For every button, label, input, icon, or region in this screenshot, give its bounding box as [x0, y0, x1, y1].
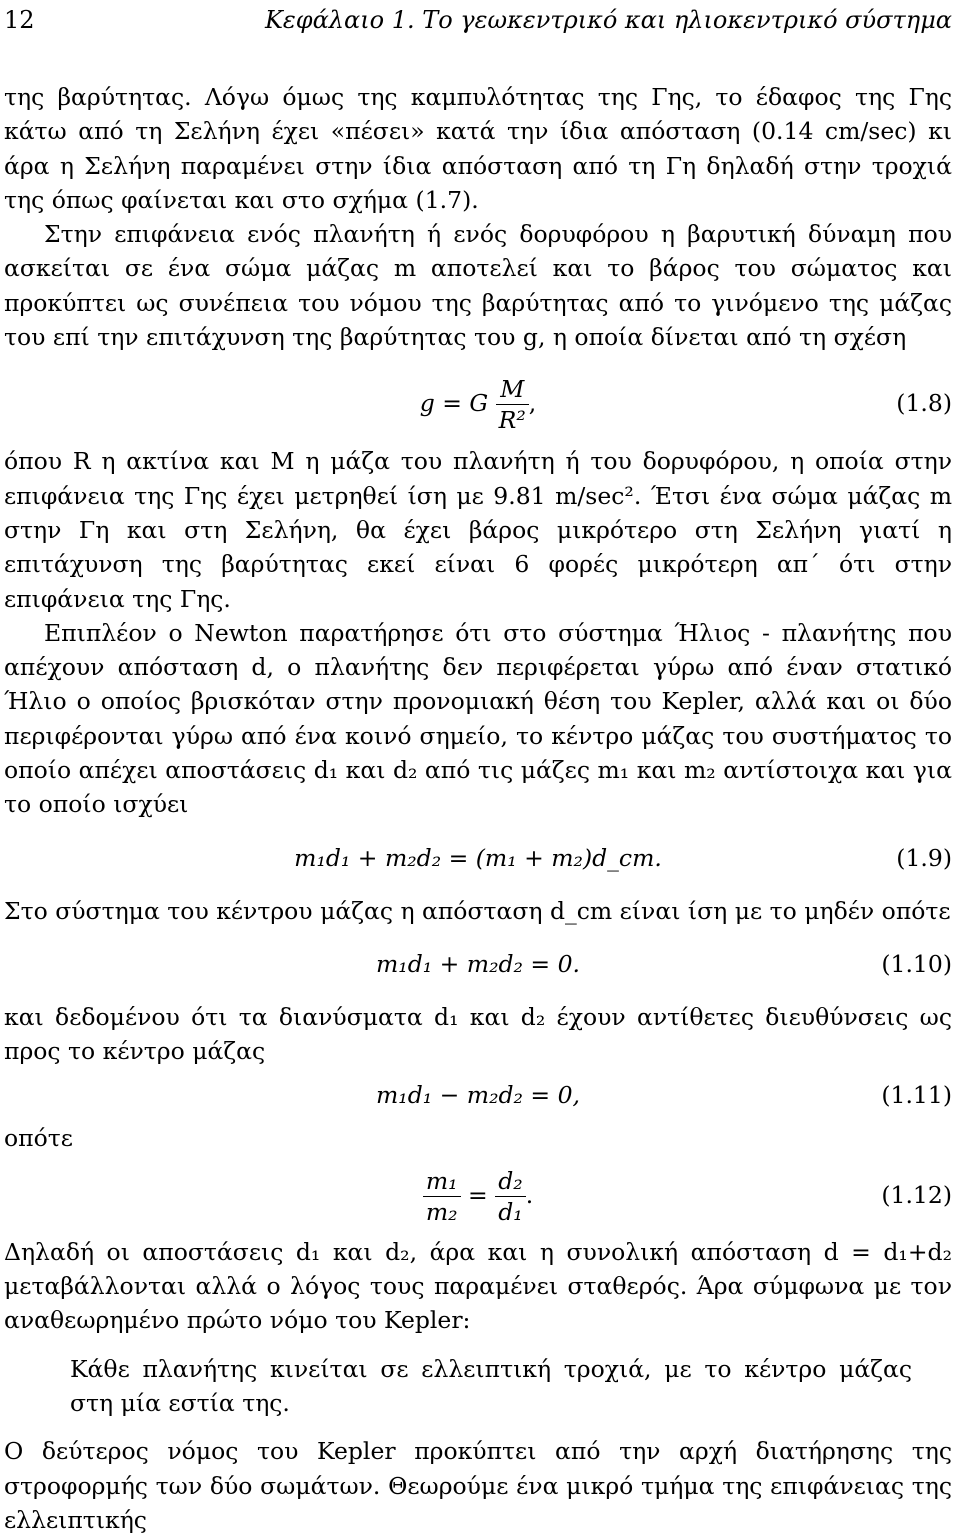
equation-number: (1.9) [896, 843, 952, 872]
equation-tail: , [528, 389, 537, 418]
paragraph: οπότε [4, 1123, 73, 1152]
equation-1-8 [4, 362, 952, 444]
fraction-numerator: d₂ [495, 1166, 525, 1197]
equation-number: (1.8) [896, 389, 952, 418]
fraction-denominator: R² [498, 406, 526, 435]
equation-1-11 [4, 1069, 952, 1121]
fraction-denominator: d₁ [498, 1197, 523, 1226]
paragraph: Δηλαδή οι αποστάσεις d₁ και d₂, άρα και η συνολική απόσταση d = d₁+d₂ μεταβάλλονται αλλά ο λόγος τους παραμένει σταθερός. Άρα σύμφωνα με τον αναθεωρημένο πρώτο νόμο του Kepler: [4, 1237, 952, 1335]
equation-expression: m₁d₁ + m₂d₂ = 0. [375, 949, 581, 978]
equation-1-12 [4, 1155, 952, 1235]
equation-1-10 [4, 938, 952, 990]
equation-number: (1.11) [881, 1080, 952, 1109]
fraction-numerator: m₁ [423, 1166, 461, 1197]
fraction-left [423, 1166, 461, 1227]
equation-expression [4, 1155, 952, 1235]
page-header [4, 0, 952, 40]
equation-expression [4, 362, 952, 444]
equation-expression: m₁d₁ + m₂d₂ = (m₁ + m₂)d_cm. [294, 843, 662, 872]
paragraph: Ο δεύτερος νόμος του Kepler προκύπτει από την αρχή διατήρησης της στροφορμής των δύο σωμάτων. Θεωρούμε ένα μικρό τμήμα της επιφάνειας της ελλειπτικής [4, 1437, 952, 1534]
fraction-numerator: M [496, 374, 529, 405]
page-number: 12 [4, 6, 35, 34]
running-head: Κεφάλαιο 1. Το γεωκεντρικό και ηλιοκεντρικό σύστημα [264, 6, 952, 34]
equation-1-9 [4, 832, 952, 884]
equation-number: (1.10) [881, 949, 952, 978]
fraction-denominator: m₂ [425, 1197, 458, 1226]
equation-expression: m₁d₁ − m₂d₂ = 0, [375, 1080, 581, 1109]
paragraph: της βαρύτητας. Λόγω όμως της καμπυλότητας της Γης, το έδαφος της Γης κάτω από τη Σελήνη έχει «πέσει» κατά την ίδια απόσταση (0.14 cm/sec) κι άρα η Σελήνη παραμένει στην ίδια απόσταση από τη Γη δηλαδή στην τροχιά της όπως φαίνεται και στο σχήμα (1.7). [4, 83, 952, 214]
quotation: Κάθε πλανήτης κινείται σε ελλειπτική τροχιά, με το κέντρο μάζας στη μία εστία της. [70, 1354, 912, 1418]
equation-number: (1.12) [881, 1180, 952, 1209]
equals-sign: = [468, 1180, 488, 1209]
fraction-right [495, 1166, 525, 1227]
paragraph: και δεδομένου ότι τα διανύσματα d₁ και d₂ έχουν αντίθετες διευθύνσεις ως προς το κέντρο μάζας [4, 1002, 952, 1066]
equation-lhs: g = G [419, 389, 489, 418]
equation-tail: . [525, 1180, 534, 1209]
fraction [496, 374, 529, 435]
paragraph: Επιπλέον ο Newton παρατήρησε ότι στο σύστημα Ήλιος - πλανήτης που απέχουν απόσταση d, ο πλανήτης δεν περιφέρεται γύρω από έναν στατικό Ήλιο ο οποίος βρισκόταν στην προνομιακή θέση του Kepler, αλλά και οι δύο περιφέρονται γύρω από ένα κοινό σημείο, το κέντρο μάζας του συστήματος το οποίο απέχει αποστάσεις d₁ και d₂ από τις μάζες m₁ και m₂ αντίστοιχα και για το οποίο ισχύει [4, 618, 952, 819]
paragraph: όπου R η ακτίνα και M η μάζα του πλανήτη ή του δορυφόρου, η οποία στην επιφάνεια της Γης έχει μετρηθεί ίση με 9.81 m/sec². Έτσι ένα σώμα μάζας m στην Γη και στη Σελήνη, θα έχει βάρος μικρότερο στη Σελήνη γιατί η επιτάχυνση της βαρύτητας εκεί είναι 6 φορές μικρότερη απ΄ ότι στην επιφάνεια της Γης. [4, 447, 952, 613]
page-body [4, 80, 952, 1537]
paragraph: Στην επιφάνεια ενός πλανήτη ή ενός δορυφόρου η βαρυτική δύναμη που ασκείται σε ένα σώμα μάζας m αποτελεί και το βάρος του σώματος και προκύπτει ως συνέπεια του νόμου της βαρύτητας από το γινόμενο της μάζας του επί την επιτάχυνση της βαρύτητας του g, η οποία δίνεται από τη σχέση [4, 220, 952, 352]
paragraph: Στο σύστημα του κέντρου μάζας η απόσταση d_cm είναι ίση με το μηδέν οπότε [4, 896, 951, 925]
